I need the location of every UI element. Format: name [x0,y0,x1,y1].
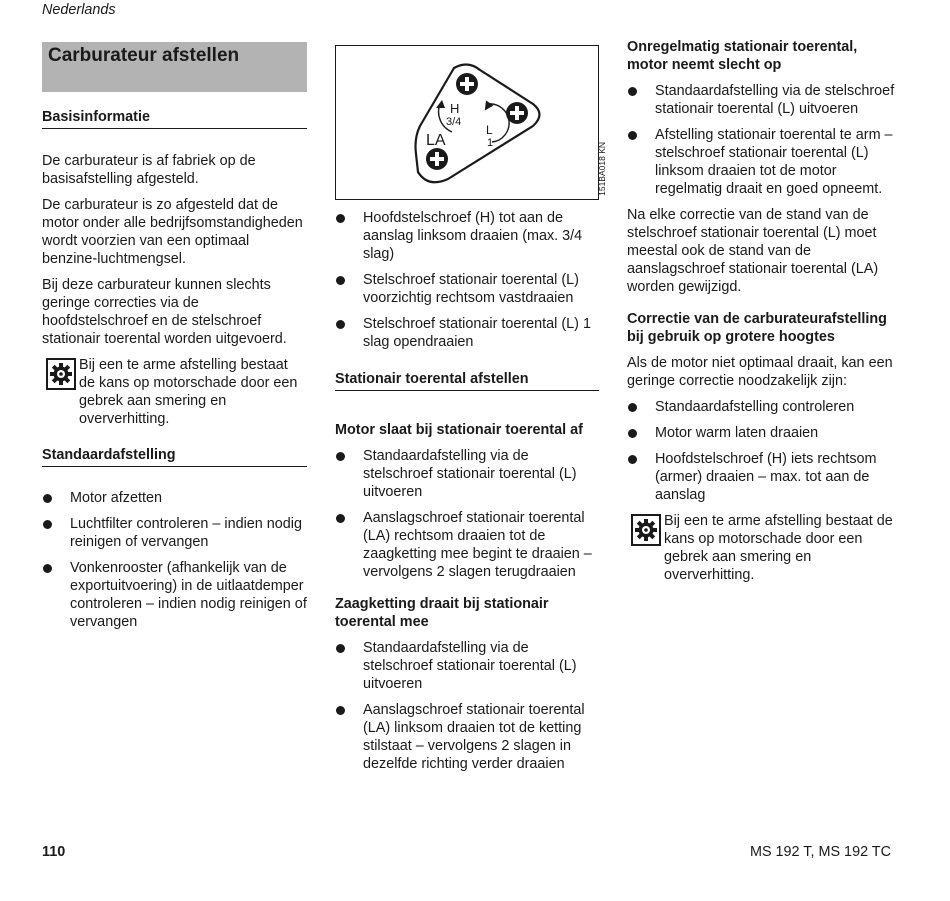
list-item: Luchtfilter controleren – indien nodig reinigen of vervangen [42,515,307,551]
screw-h-icon [456,73,478,95]
list-item: Aanslagschroef stationair toerental (LA) rechtsom draaien tot de zaagketting mee begint te draaien – vervolgens 2 slagen terugdraaien [335,509,599,581]
carburetor-figure [335,45,607,200]
stall-list [335,447,599,581]
column-middle [335,40,607,773]
model-label: MS 192 T, MS 192 TC [749,844,891,860]
list-item: Motor afzetten [42,489,307,507]
list-item: Standaardafstelling via de stelschroef stationair toerental (L) uitvoeren [335,447,599,501]
list-item: Stelschroef stationair toerental (L) voorzichtig rechtsom vastdraaien [335,271,599,307]
subheading-chain: Zaagketting draait bij stationair toerental mee [335,596,549,630]
gear-warning-icon [631,514,661,546]
notice-text: Bij een te arme afstelling bestaat de kans op motorschade door een gebrek aan smering en oververhitting. [79,357,298,427]
list-item: Aanslagschroef stationair toerental (LA) linksom draaien tot de ketting stilstaat – vervolgens 2 slagen in dezelfde richting verder draaien [335,701,599,773]
notice-block [42,356,307,428]
paragraph: Bij deze carburateur kunnen slechts geringe correcties via de hoofdstelschroef en de stelschroef stationair toerental worden uitgevoerd. [42,277,287,347]
label-h-turns: 3/4 [446,116,462,128]
list-item: Hoofdstelschroef (H) tot aan de aanslag linksom draaien (max. 3/4 slag) [335,209,599,263]
setup-list [335,209,599,351]
subheading-stall: Motor slaat bij stationair toerental af [335,422,583,438]
section-heading-basis: Basisinformatie [42,108,307,129]
list-item: Stelschroef stationair toerental (L) 1 slag opendraaien [335,315,599,351]
altitude-list [627,398,897,504]
subheading-irregular: Onregelmatig stationair toerental, motor neemt slecht op [627,39,858,73]
chain-list [335,639,599,773]
gear-warning-icon [46,358,76,390]
column-left [42,40,307,631]
page-title: Carburateur afstellen [42,42,307,92]
figure-code: 151BA018 KN [597,142,607,196]
list-item: Afstelling stationair toerental te arm – stelschroef stationair toerental (L) linksom draaien tot de motor regelmatig draait en goed opneemt. [627,126,897,198]
list-item: Standaardafstelling via de stelschroef stationair toerental (L) uitvoeren [335,639,599,693]
list-item: Vonkenrooster (afhankelijk van de exportuitvoering) in de uitlaatdemper controleren – indien nodig reinigen of vervangen [42,559,307,631]
page-number: 110 [42,844,66,860]
notice-text: Bij een te arme afstelling bestaat de kans op motorschade door een gebrek aan smering en oververhitting. [664,513,893,583]
carburetor-diagram [336,46,597,198]
label-l: L [486,123,493,137]
irregular-list [627,82,897,198]
label-la: LA [426,132,446,149]
section-heading-idle: Stationair toerental afstellen [335,370,599,391]
list-item: Standaardafstelling controleren [627,398,897,416]
paragraph: Na elke correctie van de stand van de stelschroef stationair toerental (L) moet meestal ook de stand van de aanslagschroef stationair toerental (LA) worden gewijzigd. [627,207,879,295]
standard-list [42,489,307,631]
notice-block [627,512,897,584]
list-item: Hoofdstelschroef (H) iets rechtsom (armer) draaien – max. tot aan de aanslag [627,450,897,504]
label-h: H [450,101,460,116]
paragraph: De carburateur is af fabriek op de basisafstelling afgesteld. [42,153,256,187]
list-item: Standaardafstelling via de stelschroef stationair toerental (L) uitvoeren [627,82,897,118]
paragraph: Als de motor niet optimaal draait, kan een geringe correctie noodzakelijk zijn: [627,355,893,389]
label-l-turns: 1 [487,137,494,149]
language-label: Nederlands [42,2,116,18]
column-right [627,40,897,584]
section-heading-standard: Standaardafstelling [42,446,307,467]
list-item: Motor warm laten draaien [627,424,897,442]
paragraph: De carburateur is zo afgesteld dat de motor onder alle bedrijfsomstandigheden wordt voorzien van een optimaal benzine-luchtmengsel. [42,197,303,267]
subheading-altitude: Correctie van de carburateurafstelling bij gebruik op grotere hoogtes [627,311,887,345]
screw-la-icon [426,148,448,170]
